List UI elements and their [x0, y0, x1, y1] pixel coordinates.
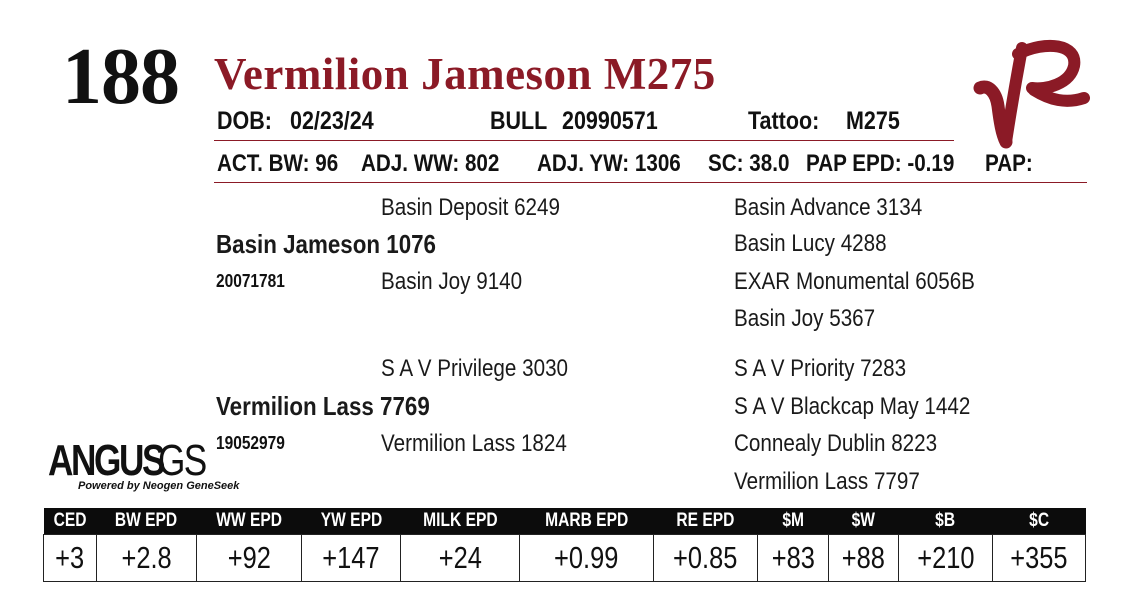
pap-epd: PAP EPD: -0.19 — [806, 150, 955, 177]
angus-logo-suffix: GS — [158, 436, 206, 485]
sex-label: BULL — [490, 107, 548, 135]
epd-value-w: +88 — [828, 535, 899, 582]
vr-brand-logo-icon — [966, 30, 1094, 154]
tattoo-label: Tattoo: — [748, 107, 820, 135]
dam-dam-sire: Connealy Dublin 8223 — [734, 430, 938, 457]
epd-value-milk: +24 — [401, 535, 520, 582]
sire-sire-sire: Basin Advance 3134 — [734, 194, 923, 221]
dam-sire-dam: S A V Blackcap May 1442 — [734, 393, 971, 420]
epd-header-w: $W — [828, 508, 899, 535]
epd-header-row — [44, 508, 1086, 535]
epd-value-re: +0.85 — [653, 535, 758, 582]
dob-label: DOB: — [217, 107, 272, 135]
dam-name: Vermilion Lass 7769 — [216, 391, 430, 421]
epd-value-ced: +3 — [44, 535, 97, 582]
sire-sire: Basin Deposit 6249 — [381, 194, 561, 221]
sire-dam: Basin Joy 9140 — [381, 268, 523, 295]
epd-value-marb: +0.99 — [520, 535, 653, 582]
animal-name: Vermilion Jameson M275 — [214, 49, 716, 99]
dam-dam-dam: Vermilion Lass 7797 — [734, 468, 920, 495]
epd-header-re: RE EPD — [653, 508, 758, 535]
angus-logo-tagline: Powered by Neogen GeneSeek — [78, 480, 240, 492]
sire-dam-dam: Basin Joy 5367 — [734, 305, 876, 332]
divider-rule — [214, 140, 954, 141]
epd-header-ced: CED — [44, 508, 97, 535]
sire-sire-dam: Basin Lucy 4288 — [734, 230, 887, 257]
dob-value: 02/23/24 — [290, 107, 374, 135]
dam-sire: S A V Privilege 3030 — [381, 355, 569, 382]
epd-header-b: $B — [899, 508, 992, 535]
epd-header-c: $C — [992, 508, 1085, 535]
epd-value-ww: +92 — [196, 535, 302, 582]
lot-number: 188 — [62, 33, 179, 121]
sire-registration: 20071781 — [216, 271, 285, 291]
pap-label: PAP: — [985, 150, 1033, 177]
epd-value-c: +355 — [992, 535, 1085, 582]
adjusted-yearling-weight: ADJ. YW: 1306 — [537, 150, 681, 177]
registration-number: 20990571 — [562, 107, 658, 135]
sire-dam-sire: EXAR Monumental 6056B — [734, 268, 975, 295]
epd-header-milk: MILK EPD — [401, 508, 520, 535]
tattoo-value: M275 — [846, 107, 900, 135]
epd-header-yw: YW EPD — [302, 508, 401, 535]
dam-sire-sire: S A V Priority 7283 — [734, 355, 907, 382]
scrotal-circumference: SC: 38.0 — [708, 150, 790, 177]
adjusted-weaning-weight: ADJ. WW: 802 — [361, 150, 500, 177]
epd-value-b: +210 — [899, 535, 992, 582]
epd-value-bw: +2.8 — [96, 535, 196, 582]
epd-header-m: $M — [758, 508, 829, 535]
epd-header-ww: WW EPD — [196, 508, 302, 535]
sire-name: Basin Jameson 1076 — [216, 229, 436, 259]
angus-logo-main: ANGUS — [48, 436, 164, 485]
epd-table — [43, 508, 1086, 582]
divider-rule — [214, 182, 1087, 183]
angus-gs-logo — [48, 436, 240, 498]
actual-birth-weight: ACT. BW: 96 — [217, 150, 339, 177]
dam-dam: Vermilion Lass 1824 — [381, 430, 567, 457]
dam-registration: 19052979 — [216, 433, 285, 453]
epd-value-row — [44, 535, 1086, 582]
epd-value-yw: +147 — [302, 535, 401, 582]
epd-value-m: +83 — [758, 535, 829, 582]
epd-header-bw: BW EPD — [96, 508, 196, 535]
epd-header-marb: MARB EPD — [520, 508, 653, 535]
